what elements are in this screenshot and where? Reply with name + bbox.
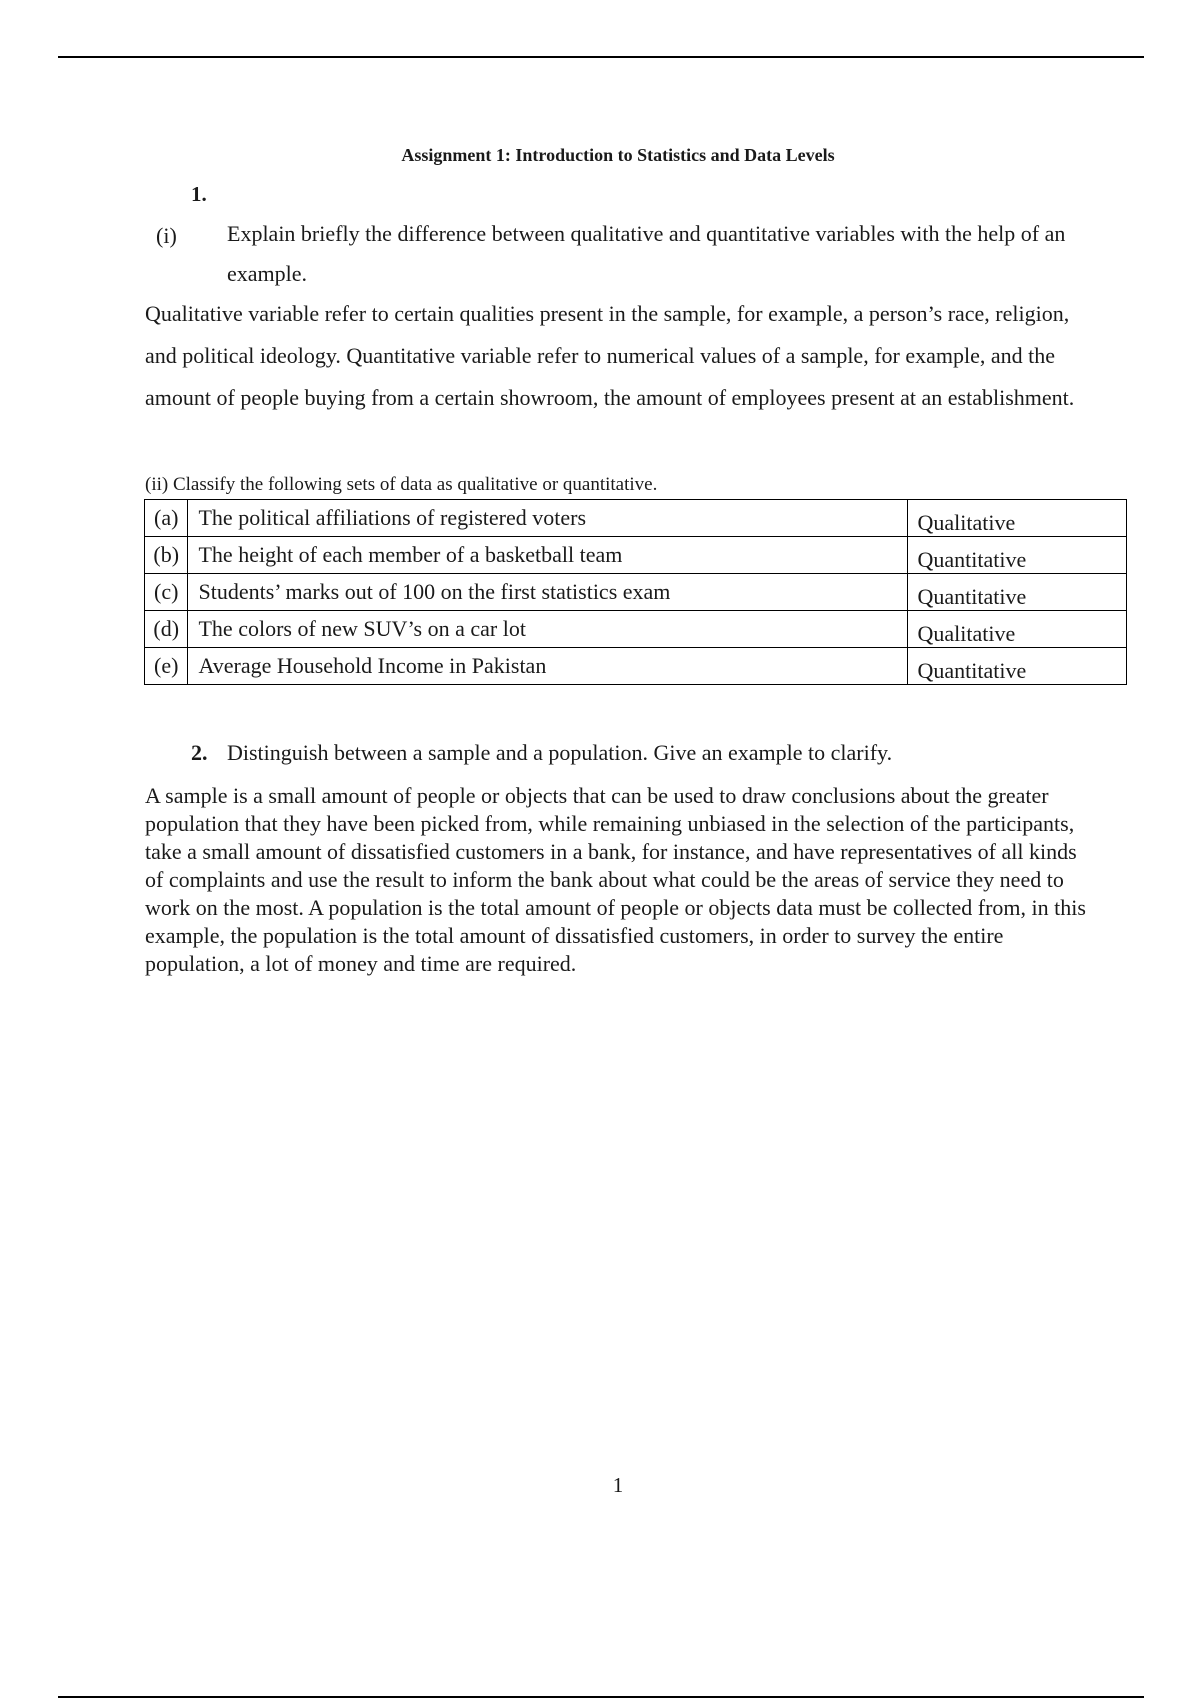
footer-rule	[58, 1696, 1144, 1698]
row-description: The political affiliations of registered voters	[188, 500, 907, 537]
row-classification: Qualitative	[907, 611, 1126, 648]
row-label: (e)	[145, 648, 188, 685]
row-label: (c)	[145, 574, 188, 611]
row-description: Average Household Income in Pakistan	[188, 648, 907, 685]
row-classification: Quantitative	[907, 574, 1126, 611]
question-1-part-i-text: Explain briefly the difference between qualitative and quantitative variables with the help of an example.	[227, 221, 1066, 286]
row-description: The height of each member of a basketball team	[188, 537, 907, 574]
classification-table	[144, 499, 1127, 685]
document-title: Assignment 1: Introduction to Statistics and Data Levels	[401, 145, 835, 165]
question-2-number: 2.	[191, 740, 208, 765]
table-row	[145, 500, 1127, 537]
row-classification: Qualitative	[907, 500, 1126, 537]
table-row	[145, 648, 1127, 685]
question-2-text: Distinguish between a sample and a population. Give an example to clarify.	[227, 740, 893, 765]
row-classification: Quantitative	[907, 648, 1126, 685]
row-label: (d)	[145, 611, 188, 648]
header-rule	[58, 56, 1144, 58]
row-description: The colors of new SUV’s on a car lot	[188, 611, 907, 648]
row-label: (a)	[145, 500, 188, 537]
question-1-part-ii-text: (ii) Classify the following sets of data as qualitative or quantitative.	[145, 474, 658, 495]
question-1-part-i-label: (i)	[156, 223, 177, 248]
table-row	[145, 537, 1127, 574]
question-1-number: 1.	[191, 182, 207, 206]
row-description: Students’ marks out of 100 on the first statistics exam	[188, 574, 907, 611]
row-label: (b)	[145, 537, 188, 574]
page-number: 1	[612, 1473, 624, 1497]
row-classification: Quantitative	[907, 537, 1126, 574]
table-row	[145, 611, 1127, 648]
answer-1-part-i: Qualitative variable refer to certain qualities present in the sample, for example, a person’s race, religion, and political ideology. Quantitative variable refer to numerical values of a sample, for example, and the amount of people buying from a certain showroom, the amount of employees present at an establishment.	[145, 301, 1075, 410]
answer-2: A sample is a small amount of people or objects that can be used to draw conclusions about the greater population that they have been picked from, while remaining unbiased in the selection of the participants, take a small amount of dissatisfied customers in a bank, for instance, and have representatives of all kinds of complaints and use the result to inform the bank about what could be the areas of service they need to work on the most. A population is the total amount of people or objects data must be collected from, in this example, the population is the total amount of dissatisfied customers, in order to survey the entire population, a lot of money and time are required.	[145, 783, 1086, 976]
table-row	[145, 574, 1127, 611]
